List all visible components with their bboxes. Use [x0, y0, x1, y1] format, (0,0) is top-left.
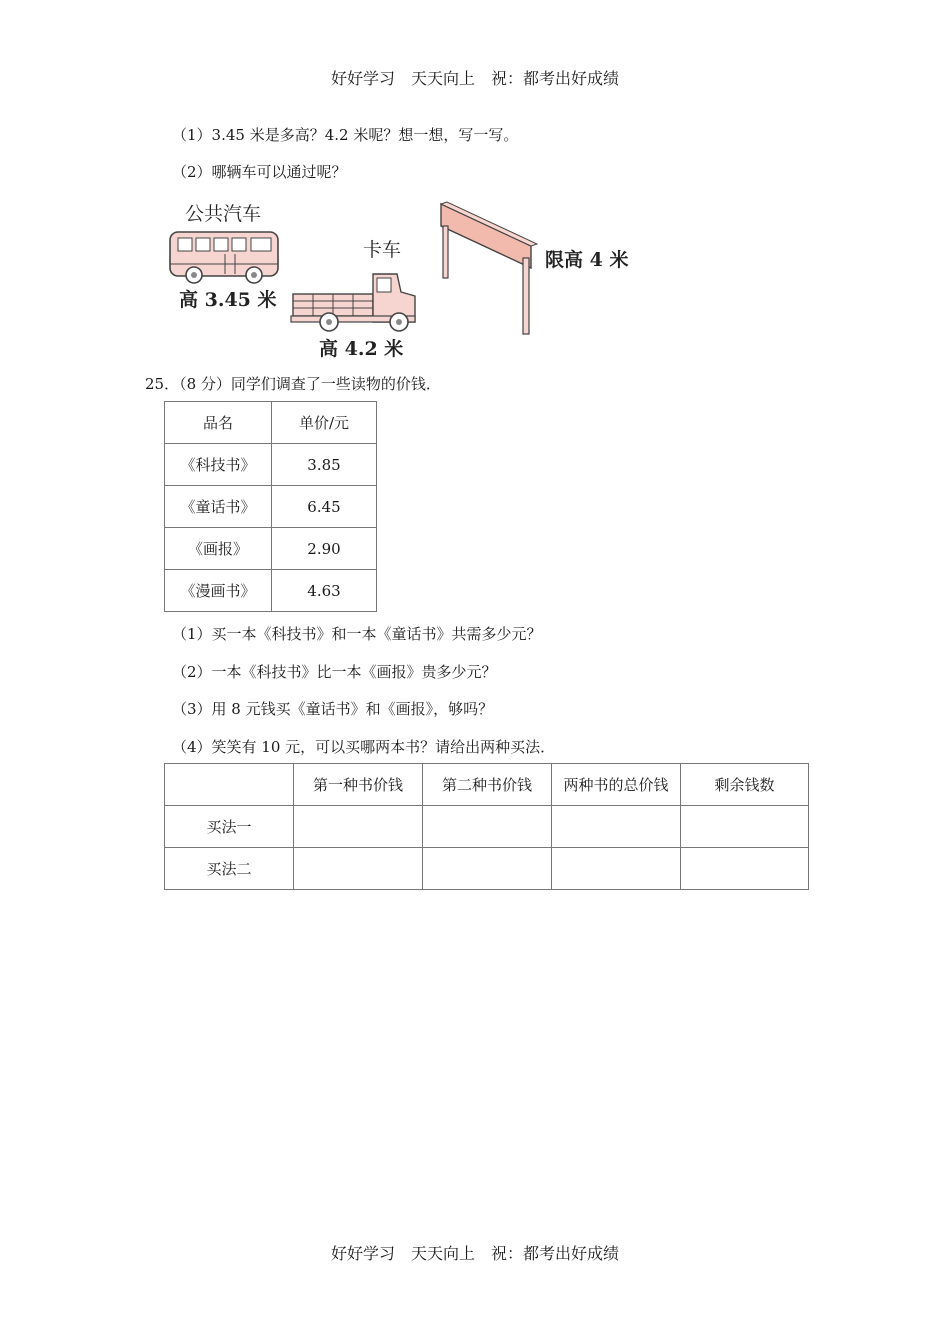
table-cell: 2.90 [272, 528, 377, 570]
page-header: 好好学习 天天向上 祝：都考出好成绩 [330, 69, 619, 88]
truck-illustration [291, 274, 415, 331]
table-row-label: 买法一 [165, 806, 294, 848]
answer-cell[interactable] [423, 848, 552, 890]
question-25-sub1: （1）买一本《科技书》和一本《童话书》共需多少元？ [172, 625, 542, 643]
answer-cell[interactable] [294, 848, 423, 890]
answer-cell[interactable] [681, 848, 809, 890]
question-24-sub1: （1）3.45 米是多高？4.2 米呢？想一想，写一写。 [172, 126, 519, 144]
question-25-sub4: （4）笑笑有 10 元，可以买哪两本书？请给出两种买法． [172, 738, 556, 756]
table-header-cell: 第二种书价钱 [423, 764, 552, 806]
table-row [165, 806, 809, 848]
answer-cell[interactable] [552, 848, 681, 890]
purchase-plan-table [164, 763, 809, 890]
bus-illustration [170, 232, 278, 283]
truck-height-label: 高 4.2 米 [319, 338, 404, 360]
table-row [165, 402, 377, 444]
table-row-label: 买法二 [165, 848, 294, 890]
question-25-sub3: （3）用 8 元钱买《童话书》和《画报》，够吗？ [172, 700, 494, 718]
answer-cell[interactable] [552, 806, 681, 848]
table-cell: 《漫画书》 [165, 570, 272, 612]
answer-cell[interactable] [294, 806, 423, 848]
table-header-cell [165, 764, 294, 806]
table-cell: 《科技书》 [165, 444, 272, 486]
table-header-cell: 剩余钱数 [681, 764, 809, 806]
height-limit-gate-illustration [441, 202, 537, 334]
table-row [165, 570, 377, 612]
vehicles-height-limit-figure [165, 198, 635, 363]
table-cell: 3.85 [272, 444, 377, 486]
question-25-sub2: （2）一本《科技书》比一本《画报》贵多少元？ [172, 663, 497, 681]
answer-cell[interactable] [681, 806, 809, 848]
table-header-cell: 单价/元 [272, 402, 377, 444]
table-header-cell: 第一种书价钱 [294, 764, 423, 806]
price-table [164, 401, 377, 612]
table-cell: 《画报》 [165, 528, 272, 570]
table-cell: 4.63 [272, 570, 377, 612]
table-cell: 6.45 [272, 486, 377, 528]
table-row [165, 486, 377, 528]
answer-cell[interactable] [423, 806, 552, 848]
bus-label: 公共汽车 [185, 203, 262, 225]
height-limit-label: 限高 4 米 [545, 249, 629, 271]
table-header-cell: 两种书的总价钱 [552, 764, 681, 806]
table-cell: 《童话书》 [165, 486, 272, 528]
table-row [165, 848, 809, 890]
truck-label: 卡车 [363, 239, 402, 261]
question-24-sub2: （2）哪辆车可以通过呢？ [172, 163, 347, 181]
question-25-stem: 25．（8 分）同学们调查了一些读物的价钱． [145, 375, 441, 393]
table-header-cell: 品名 [165, 402, 272, 444]
table-row [165, 444, 377, 486]
page-footer: 好好学习 天天向上 祝：都考出好成绩 [330, 1244, 619, 1263]
table-row [165, 528, 377, 570]
table-row [165, 764, 809, 806]
bus-height-label: 高 3.45 米 [179, 289, 277, 311]
